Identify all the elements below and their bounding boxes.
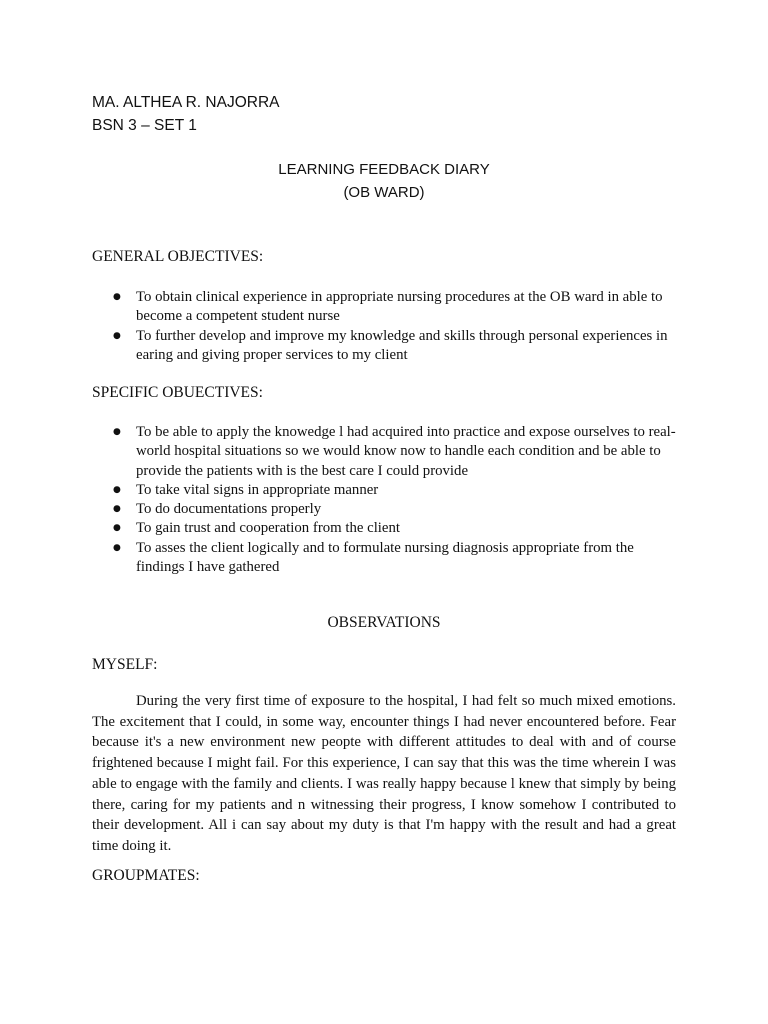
list-item-text: To be able to apply the knowedge l had acquired into practice and expose ourselves to real-world hospital situations so we would know now to handle each condition and be able to provide the patients with is the best care I could provide <box>136 424 676 479</box>
list-item-text: To take vital signs in appropriate manner <box>136 481 379 498</box>
bullet-icon: ● <box>113 427 121 437</box>
student-name: MA. ALTHEA R. NAJORRA <box>92 94 280 111</box>
list-item <box>92 327 682 366</box>
document-subtitle: (OB WARD) <box>343 184 425 201</box>
list-item-text: To asses the client logically and to formulate nursing diagnosis appropriate from the findings I have gathered <box>136 539 634 576</box>
list-item <box>92 539 682 578</box>
document-title: LEARNING FEEDBACK DIARY <box>278 161 490 178</box>
list-item <box>92 481 682 500</box>
bullet-icon: ● <box>113 504 121 515</box>
bullet-icon: ● <box>113 523 121 534</box>
observations-heading: OBSERVATIONS <box>327 614 441 631</box>
myself-heading: MYSELF: <box>92 656 158 673</box>
list-item <box>92 288 682 327</box>
specific-objectives-heading: SPECIFIC OBUECTIVES: <box>92 384 263 401</box>
list-item-text: To do documentations properly <box>136 501 322 518</box>
myself-paragraph: During the very first time of exposure to the hospital, I had felt so much mixed emotions. The excitement that I could, in some way, encounter things I had never encountered before. Fear because it's a new environment new peopte with different attitudes to deal with and of course frightened because I might fail. For this experience, I can say that this was the time wherein I was able to engage with the family and clients. I was really happy because l knew that simply by being there, caring for my patients and n witnessing their progress, I know somehow I contributed to their development. All i can say about my duty is that I'm happy with the result and had a great time doing it. <box>92 693 676 854</box>
list-item <box>92 423 682 481</box>
course-section: BSN 3 – SET 1 <box>92 117 197 134</box>
list-item-text: To obtain clinical experience in appropriate nursing procedures at the OB ward in able to become a competent student nurse <box>136 289 663 325</box>
bullet-icon: ● <box>113 330 121 341</box>
bullet-icon: ● <box>113 292 121 302</box>
list-item-text: To further develop and improve my knowledge and skills through personal experiences in earing and giving proper services to my client <box>136 327 668 363</box>
specific-objectives-list <box>92 423 682 577</box>
general-objectives-heading: GENERAL OBJECTIVES: <box>92 248 264 265</box>
groupmates-heading: GROUPMATES: <box>92 867 200 884</box>
general-objectives-list <box>92 288 682 365</box>
list-item <box>92 500 682 519</box>
list-item-text: To gain trust and cooperation from the client <box>136 520 400 537</box>
bullet-icon: ● <box>113 484 121 495</box>
bullet-icon: ● <box>113 542 121 553</box>
list-item <box>92 519 682 538</box>
